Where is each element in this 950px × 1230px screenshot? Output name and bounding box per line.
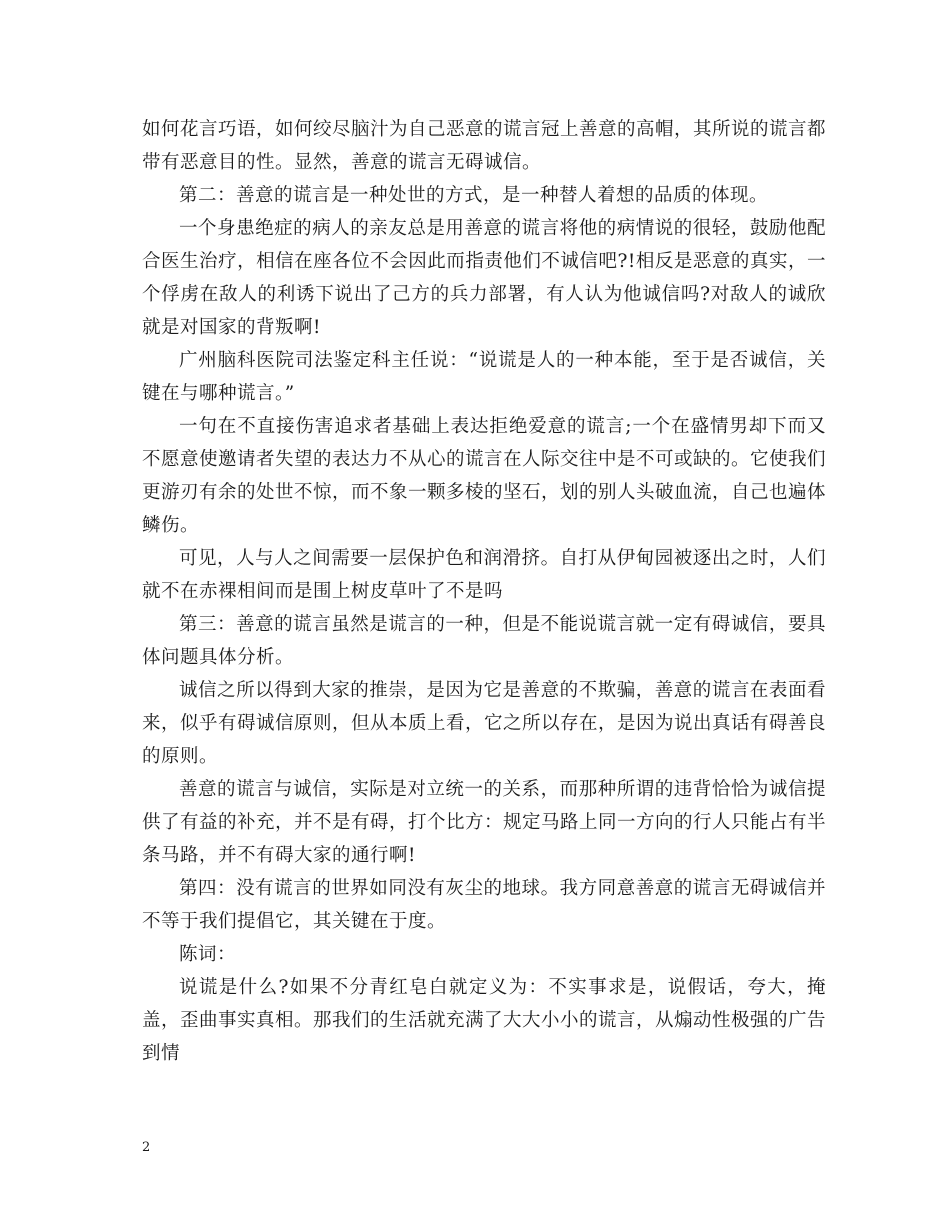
paragraph: 一个身患绝症的病人的亲友总是用善意的谎言将他的病情说的很轻，鼓励他配合医生治疗，相信在座各位不会因此而指责他们不诚信吧?!相反是恶意的真实，一个俘虏在敌人的利诱下说出了己方的兵力部署，有人认为他诚信吗?对敌人的诚欣就是对国家的背叛啊! xyxy=(142,218,826,338)
paragraph: 善意的谎言与诚信，实际是对立统一的关系，而那种所谓的违背恰恰为诚信提供了有益的补充，并不是有碍，打个比方：规定马路上同一方向的行人只能占有半条马路，并不有碍大家的通行啊! xyxy=(142,779,827,866)
document-body xyxy=(142,113,826,1070)
paragraph: 诚信之所以得到大家的推崇，是因为它是善意的不欺骗，善意的谎言在表面看来，似乎有碍诚信原则，但从本质上看，它之所以存在，是因为说出真话有碍善良的原则。 xyxy=(142,680,827,767)
paragraph: 广州脑科医院司法鉴定科主任说：“说谎是人的一种本能，至于是否诚信，关键在与哪种谎言。” xyxy=(142,350,826,404)
paragraph: 第三：善意的谎言虽然是谎言的一种，但是不能说谎言就一定有碍诚信，要具体问题具体分析。 xyxy=(142,614,826,668)
paragraph: 说谎是什么?如果不分青红皂白就定义为：不实事求是，说假话，夸大，掩盖，歪曲事实真相。那我们的生活就充满了大大小小的谎言，从煽动性极强的广告到情 xyxy=(142,977,827,1064)
paragraph: 第二：善意的谎言是一种处世的方式，是一种替人着想的品质的体现。 xyxy=(179,185,769,206)
paragraph: 第四：没有谎言的世界如同没有灰尘的地球。我方同意善意的谎言无碍诚信并不等于我们提倡它，其关键在于度。 xyxy=(142,878,826,932)
paragraph: 如何花言巧语，如何绞尽脑汁为自己恶意的谎言冠上善意的高帽，其所说的谎言都带有恶意目的性。显然，善意的谎言无碍诚信。 xyxy=(142,119,827,173)
page-number: 2 xyxy=(142,1140,151,1155)
paragraph: 可见，人与人之间需要一层保护色和润滑挤。自打从伊甸园被逐出之时，人们就不在赤裸相间而是围上树皮草叶了不是吗 xyxy=(142,548,826,602)
paragraph: 一句在不直接伤害追求者基础上表达拒绝爱意的谎言;一个在盛情男却下而又不愿意使邀请者失望的表达力不从心的谎言在人际交往中是不可或缺的。它使我们更游刃有余的处世不惊，而不象一颗多棱的坚石，划的别人头破血流，自己也遍体鳞伤。 xyxy=(142,416,827,536)
paragraph: 陈词： xyxy=(179,944,237,965)
